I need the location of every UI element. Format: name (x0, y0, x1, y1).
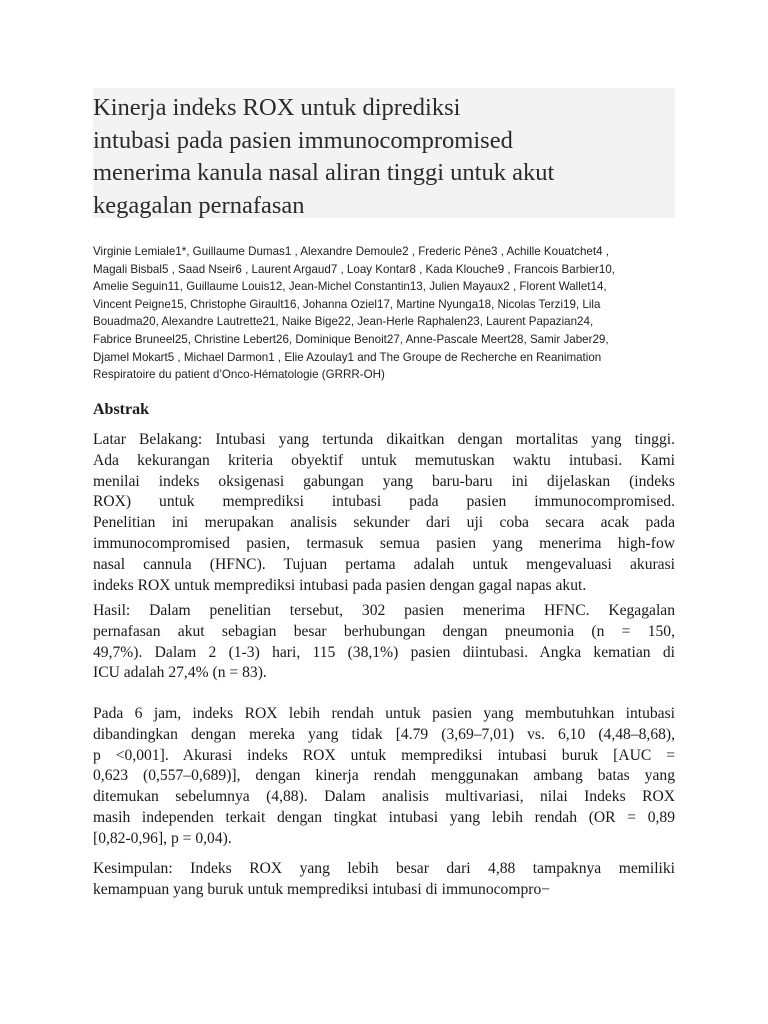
text-line: masih independen terkait dengan tingkat intubasi yang lebih rendah (OR = 0,89 (93, 808, 675, 826)
text-line: ICU adalah 27,4% (n = 83). (93, 664, 267, 682)
text-line: immunocompromised pasien, termasuk semua pasien yang menerima high-fow (93, 534, 675, 552)
text-line: [0,82-0,96], p = 0,04). (93, 829, 232, 847)
text-line: Latar Belakang: Intubasi yang tertunda dikaitkan dengan mortalitas yang tinggi. (93, 431, 675, 448)
author-line: Amelie Seguin11, Guillaume Louis12, Jean-Michel Constantin13, Julien Mayaux2 , Florent Wallet14, (93, 280, 607, 294)
text-line: dibandingkan dengan mereka yang tidak [4.79 (3,69–7,01) vs. 6,10 (4,48–8,68), (93, 725, 675, 743)
title-box (93, 88, 675, 218)
abstract-heading: Abstrak (93, 401, 150, 418)
paper-title (93, 88, 675, 222)
text-line: Hasil: Dalam penelitian tersebut, 302 pasien menerima HFNC. Kegagalan (93, 602, 675, 619)
text-line: ditemukan sebelumnya (4,88). Dalam analisis multivariasi, nilai Indeks ROX (93, 788, 675, 806)
abstract-results-paragraph (93, 601, 675, 684)
text-line: Penelitian ini merupakan analisis sekunder dari uji coba secara acak pada (93, 514, 675, 532)
text-line: indeks ROX untuk memprediksi intubasi pada pasien dengan gagal napas akut. (93, 576, 587, 594)
text-line: kemampuan yang buruk untuk memprediksi intubasi di immunocompro− (93, 880, 551, 898)
abstract-roc-paragraph (93, 704, 675, 850)
author-line: Magali Bisbal5 , Saad Nseir6 , Laurent Argaud7 , Loay Kontar8 , Kada Klouche9 , Francois Barbier10, (93, 262, 616, 276)
author-line: Bouadma20, Alexandre Lautrette21, Naike Bige22, Jean-Herle Raphalen23, Laurent Papazian24, (93, 315, 594, 329)
text-line: Kesimpulan: Indeks ROX yang lebih besar dari 4,88 tampaknya memiliki (93, 860, 675, 877)
abstract-background-paragraph (93, 430, 675, 596)
title-line: kegagalan pernafasan (93, 191, 305, 219)
text-line: Pada 6 jam, indeks ROX lebih rendah untuk pasien yang membutuhkan intubasi (93, 705, 675, 722)
author-list (93, 243, 683, 384)
author-line: Vincent Peigne15, Christophe Girault16, Johanna Oziel17, Martine Nyunga18, Nicolas Terzi19, Lila (93, 297, 601, 311)
text-line: pernafasan akut sebagian besar berhubungan dengan pneumonia (n = 150, (93, 622, 675, 640)
text-line: menilai indeks oksigenasi gabungan yang baru-baru ini dijelaskan (indeks (93, 472, 675, 490)
text-line: Ada kekurangan kriteria obyektif untuk memutuskan waktu intubasi. Kami (93, 451, 675, 469)
author-line: Respiratoire du patient d’Onco-Hématologie (GRRR-OH) (93, 368, 385, 382)
title-line: intubasi pada pasien immunocompromised (93, 126, 513, 154)
text-line: 49,7%). Dalam 2 (1-3) hari, 115 (38,1%) pasien diintubasi. Angka kematian di (93, 643, 675, 661)
text-line: nasal cannula (HFNC). Tujuan pertama adalah untuk mengevaluasi akurasi (93, 555, 675, 573)
abstract-conclusion-paragraph (93, 859, 675, 901)
author-line: Fabrice Bruneel25, Christine Lebert26, Dominique Benoit27, Anne-Pascale Meert28, Samir Jaber29, (93, 332, 609, 346)
text-line: p <0,001]. Akurasi indeks ROX untuk memprediksi intubasi buruk [AUC = (93, 746, 675, 764)
title-line: menerima kanula nasal aliran tinggi untuk akut (93, 159, 555, 186)
text-line: ROX) untuk memprediksi intubasi pada pasien immunocompromised. (93, 493, 675, 511)
author-line: Djamel Mokart5 , Michael Darmon1 , Elie Azoulay1 and The Groupe de Recherche en Reanimation (93, 350, 602, 364)
text-line: 0,623 (0,557–0,689)], dengan kinerja rendah menggunakan ambang batas yang (93, 767, 675, 785)
author-line: Virginie Lemiale1*, Guillaume Dumas1 , Alexandre Demoule2 , Frederic Pène3 , Achille Kouatchet4 , (93, 245, 609, 258)
title-line: Kinerja indeks ROX untuk diprediksi (93, 94, 461, 121)
